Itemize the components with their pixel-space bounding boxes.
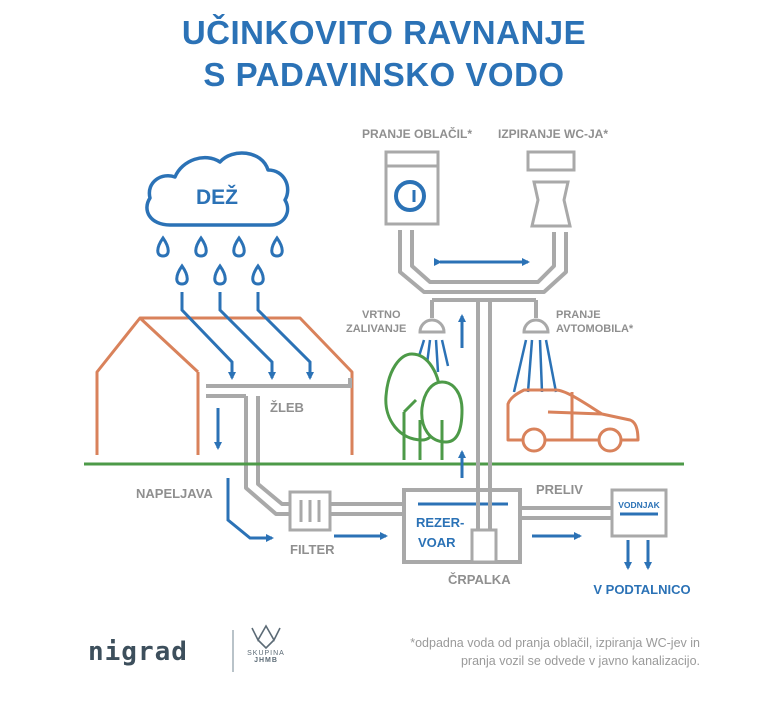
- footnote-line-2: pranja vozil se odvede v javno kanalizacijo.: [460, 654, 700, 668]
- group-name: JHMB: [254, 657, 278, 664]
- car-label-2: AVTOMOBILA*: [556, 323, 634, 335]
- tank-label-1: REZER-: [416, 515, 465, 530]
- distribution-pipes: [400, 230, 566, 318]
- logo-divider: [232, 630, 234, 672]
- overflow-pipe: [520, 508, 612, 518]
- pump-label: ČRPALKA: [448, 572, 511, 587]
- footnote: [370, 634, 700, 670]
- group-label: SKUPINA: [247, 650, 285, 657]
- footnote-line-1: *odpadna voda od pranja oblačil, izpiranja WC-jev in: [410, 636, 700, 650]
- washing-machine-icon: [386, 152, 438, 224]
- raindrops: [158, 238, 283, 284]
- downpipe-flow-arrow: [228, 478, 272, 538]
- gutter: [206, 378, 350, 396]
- rain-label: DEŽ: [196, 186, 238, 209]
- groundwater-label: V PODTALNICO: [593, 582, 691, 597]
- tree-icon: [386, 354, 462, 460]
- garden-label-2: ZALIVANJE: [346, 323, 407, 335]
- toilet-icon: [528, 152, 574, 226]
- raindrop-icon: [215, 266, 226, 284]
- filter-tank-pipe: [330, 504, 404, 514]
- wc-label: IZPIRANJE WC-JA*: [498, 127, 609, 141]
- raindrop-icon: [253, 266, 264, 284]
- well-label: VODNJAK: [618, 500, 660, 510]
- title-line-2: S PADAVINSKO VODO: [203, 56, 565, 93]
- car-wash-sprinkler-icon: [514, 320, 556, 392]
- raindrop-icon: [177, 266, 188, 284]
- overflow-label: PRELIV: [536, 482, 583, 497]
- laundry-label: PRANJE OBLAČIL*: [362, 127, 473, 141]
- raindrop-icon: [158, 238, 169, 256]
- title-line-1: UČINKOVITO RAVNANJE: [181, 14, 587, 51]
- well: [612, 490, 666, 536]
- rain-flow-arrows: [182, 292, 310, 378]
- tank-label-2: VOAR: [418, 535, 456, 550]
- gutter-label: ŽLEB: [270, 400, 304, 415]
- cloud-icon: [147, 153, 288, 225]
- car-icon: [508, 390, 638, 451]
- raindrop-icon: [272, 238, 283, 256]
- garden-label-1: VRTNO: [362, 309, 401, 321]
- filter-unit: [290, 492, 330, 530]
- jhmb-group-logo: [243, 622, 289, 664]
- car-label-1: PRANJE: [556, 309, 601, 321]
- raindrop-icon: [196, 238, 207, 256]
- filter-label: FILTER: [290, 542, 335, 557]
- nigrad-logo: nigrad: [88, 637, 188, 667]
- downpipe-label: NAPELJAVA: [136, 486, 213, 501]
- raindrop-icon: [234, 238, 245, 256]
